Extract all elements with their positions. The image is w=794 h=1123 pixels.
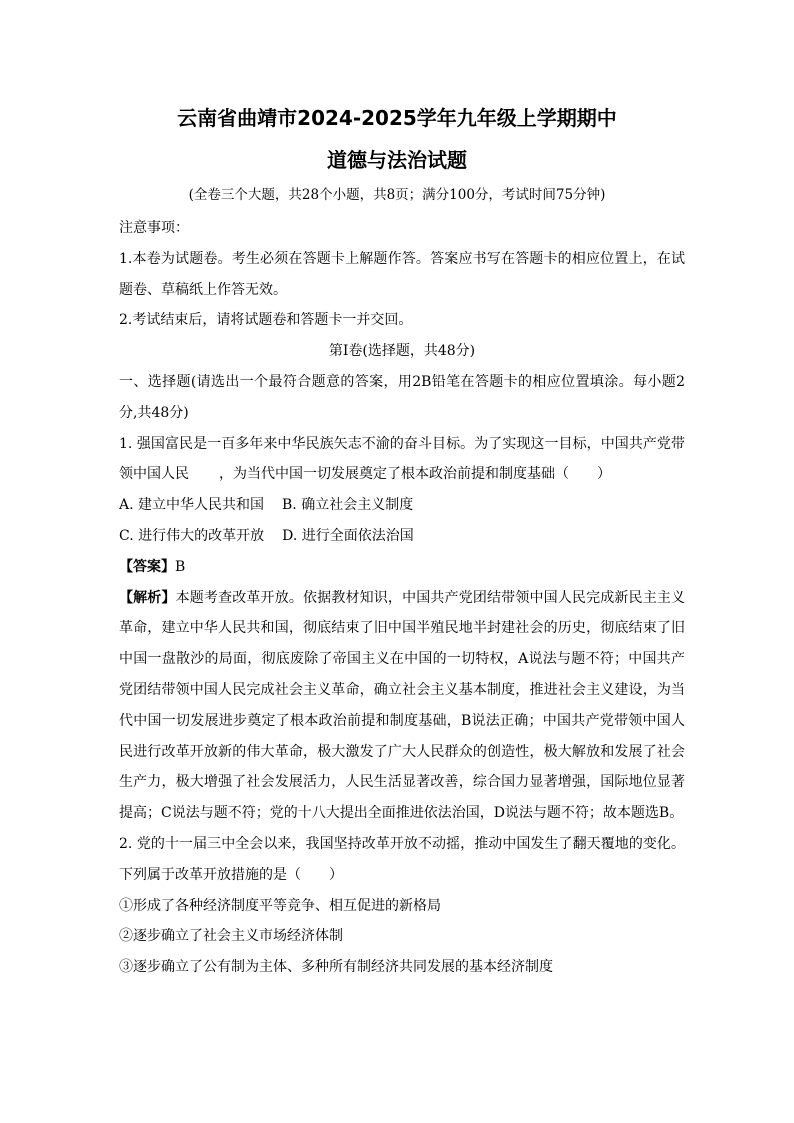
- notice-item-2: 2.考试结束后，请将试题卷和答题卡一并交回。: [119, 312, 413, 329]
- question-1-stem-part-b: ，为当代中国一切发展奠定了根本政治前提和制度基础（ ）: [219, 466, 611, 483]
- question-1-answer: [119, 552, 685, 583]
- section-heading: 第Ⅰ卷(选择题，共48分): [328, 343, 476, 360]
- analysis-text: 本题考查改革开放。依据教材知识，中国共产党团结带领中国人民完成新民主主义革命，建立中华人民共和国，彻底结束了旧中国半殖民地半封建社会的历史，彻底结束了旧中国一盘散沙的局面，彻底废除了帝国主义在中国的一切特权，A说法与题不符；中国共产党团结带领中国人民完成社会主义革命，确立社会主义基本制度，推进社会主义建设，为当代中国一切发展进步奠定了根本政治前提和制度基础，B说法正确；中国共产党带领中国人民进行改革开放新的伟大革命，极大激发了广大人民群众的创造性，极大解放和发展了社会生产力，极大增强了社会发展活力，人民生活显著改善，综合国力显著增强，国际地位显著提高；C说法与题不符；党的十八大提出全面推进依法治国，D说法与题不符；故本题选B。: [119, 589, 686, 822]
- question-1-stem-part-a: 1. 强国富民是一百多年来中华民族矢志不渝的奋斗目标。为了实现这一目标，中国共产党带领中国人民: [119, 435, 685, 483]
- exam-subject-title: 道德与法治试题: [327, 148, 467, 172]
- answer-value: B: [175, 558, 186, 575]
- question-2-item-2: ②逐步确立了社会主义市场经济体制: [119, 928, 343, 945]
- exam-body: [119, 213, 685, 983]
- question-2-item-1: ①形成了各种经济制度平等竞争、相互促进的新格局: [119, 897, 441, 914]
- option-b: B. 确立社会主义制度: [282, 497, 414, 514]
- option-a: A. 建立中华人民共和国: [119, 497, 265, 514]
- analysis-label: 【解析】: [119, 589, 176, 606]
- notice-item-1: 1.本卷为试题卷。考生必须在答题卡上解题作答。答案应书写在答题卡的相应位置上，在试题卷、草稿纸上作答无效。: [119, 250, 685, 298]
- question-1-stem: [119, 429, 685, 491]
- question-2-stem: 2. 党的十一届三中全会以来，我国坚持改革开放不动摇，推动中国发生了翻天覆地的变化。下列属于改革开放措施的是（ ）: [119, 835, 685, 883]
- answer-label: 【答案】: [119, 558, 175, 575]
- part-heading: 一、选择题(请选出一个最符合题意的答案，用2B铅笔在答题卡的相应位置填涂。每小题2分,共48分): [119, 373, 685, 421]
- question-1-analysis: [119, 583, 685, 829]
- notice-heading: 注意事项：: [119, 220, 189, 236]
- option-d: D. 进行全面依法治国: [282, 527, 414, 544]
- exam-title: 云南省曲靖市2024-2025学年九年级上学期期中: [177, 106, 617, 130]
- question-1-options-row-1: [119, 490, 685, 521]
- exam-info: (全卷三个大题，共28个小题，共8页；满分100分，考试时间75分钟): [188, 187, 606, 203]
- question-1-options-row-2: [119, 521, 685, 552]
- question-2-item-3: ③逐步确立了公有制为主体、多种所有制经济共同发展的基本经济制度: [119, 959, 553, 976]
- option-c: C. 进行伟大的改革开放: [119, 527, 265, 544]
